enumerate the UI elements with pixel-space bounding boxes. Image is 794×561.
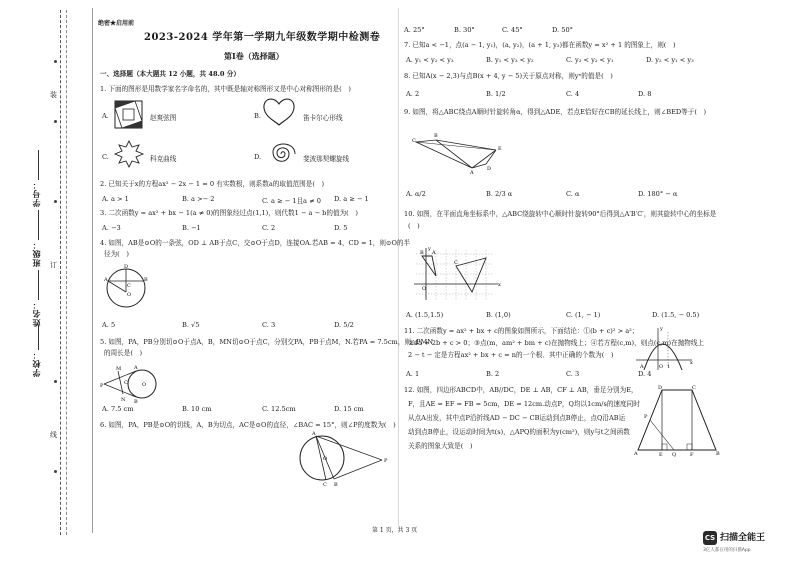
- q5-option-d[interactable]: D. 15 cm: [334, 405, 364, 413]
- binding-mark-3: 线: [50, 431, 57, 439]
- q12-label-a: A: [634, 451, 638, 457]
- binding-dot: [54, 60, 57, 63]
- q11-label-y: y: [660, 326, 663, 332]
- q5-label-c: C: [124, 380, 128, 386]
- q2-option-d[interactable]: D. a ≥ − 1: [334, 195, 369, 203]
- page-edge: [92, 8, 93, 533]
- q12-stem-3: 从点A出发，其中点P沿折线AD − DC − CB运动到点B停止，点Q沿AB运: [408, 414, 626, 422]
- field-name-label: 姓名：: [31, 300, 41, 327]
- q11-label-x: x: [690, 360, 693, 366]
- q1-b-label: 笛卡尔心形线: [303, 114, 343, 122]
- q12-label-c: C: [692, 385, 696, 391]
- q10-label-y: y: [428, 246, 431, 252]
- part-title: 第Ⅰ卷（选择题）: [224, 51, 284, 61]
- q4-option-d[interactable]: D. 5/2: [334, 321, 354, 329]
- q1-a-label: 赵爽弦图: [150, 114, 177, 122]
- q5-tangent-figure: [100, 360, 162, 404]
- q5-stem-cont: 的周长是( ): [104, 349, 143, 357]
- q1-c-label: 科克曲线: [150, 155, 177, 163]
- q1-option-d[interactable]: D.: [254, 153, 262, 161]
- q4-stem: 4. 如图，AB是⊙O的一条弦，OD ⊥ AB于点C，交⊙O于点D，连接OA.若AB = 4，CD = 1，则⊙O的半: [100, 239, 411, 247]
- q4-stem-cont: 径为( ): [104, 250, 129, 258]
- q12-label-b: B: [716, 451, 720, 457]
- q11-parabola-figure: [634, 326, 694, 372]
- q1-koch-curve-figure: [114, 140, 144, 168]
- q6-stem: 6. 如图，PA，PB是⊙O的切线，A，B为切点，AC是⊙O的直径，∠BAC = 15°，则∠P的度数为( ): [100, 421, 396, 429]
- secret-mark: 绝密★启用前: [98, 20, 135, 27]
- q5-label-m: M: [116, 366, 122, 372]
- q11-option-c[interactable]: C. 3: [566, 370, 580, 378]
- q3-option-d[interactable]: D. 5: [334, 224, 348, 232]
- q10-option-b[interactable]: B. (1,0): [486, 311, 511, 319]
- q12-trapezoid-figure: [634, 384, 726, 456]
- page-footer: 第 1 页，共 3 页: [372, 527, 418, 534]
- q4-label-a: A: [104, 277, 108, 283]
- q12-label-f: F: [690, 452, 694, 458]
- q11-label-a: A: [640, 364, 644, 370]
- q6-label-b: B: [334, 482, 338, 488]
- q12-label-d: D: [658, 385, 663, 391]
- q5-label-p: P: [100, 383, 104, 389]
- binding-dot: [54, 380, 57, 383]
- q10-label-c: C: [454, 260, 458, 266]
- scanner-watermark: [703, 528, 791, 556]
- q4-option-c[interactable]: C. 3: [262, 321, 276, 329]
- q11-stem-2: ②4a + 2b + c > 0；③点(m，am² + bm + c)在抛物线上；④若方程(c,m)，则点(c,m)在抛物线上: [408, 339, 705, 347]
- q11-stem: 11. 二次函数y = ax² + bx + c的图象如图所示，下面结论：①(b + c)² > a²；: [404, 327, 639, 335]
- q12-stem-5: 关系的图象大致是( ): [408, 442, 473, 450]
- q6-option-a[interactable]: A. 25°: [404, 26, 425, 34]
- q5-label-o: O: [142, 382, 147, 388]
- q11-option-b[interactable]: B. 2: [486, 370, 500, 378]
- section-heading: 一、选择题（本大题共 12 小题，共 48.0 分）: [100, 70, 240, 78]
- cut-line-inner: [66, 10, 67, 535]
- q4-label-b: B: [144, 277, 148, 283]
- q11-option-a[interactable]: A. 1: [406, 370, 420, 378]
- q5-label-a: A: [134, 365, 138, 371]
- scanner-name: 扫描全能王: [720, 533, 766, 543]
- q4-label-c: C: [127, 283, 131, 289]
- q5-stem: 5. 如图，PA，PB分别切⊙O于点A，B，MN切⊙O于点C，分别交PA，PB于点M，N.若PA = 7.5cm，则△PMN: [100, 338, 433, 346]
- q7-stem: 7. 已知a < −1，点(a − 1, y₁)，(a, y₂)，(a + 1, y₃)都在函数y = x² + 1 的图象上，则( ): [404, 41, 676, 49]
- q4-label-d: D: [124, 264, 129, 270]
- q2-option-b[interactable]: B. a >− 2: [182, 195, 215, 203]
- binding-mark-1: 装: [50, 91, 57, 99]
- q7-option-c[interactable]: C. y₃ < y₂ < y₁: [566, 56, 614, 64]
- column-divider: [398, 8, 399, 528]
- q6-option-d[interactable]: D. 50°: [552, 26, 573, 34]
- q6-label-c: C: [323, 482, 327, 488]
- q9-label-a: A: [470, 170, 474, 176]
- q10-stem-cont: ( ): [408, 222, 420, 230]
- binding-dot: [54, 470, 57, 473]
- q4-option-a[interactable]: A. 5: [102, 321, 116, 329]
- q12-label-q: Q: [672, 452, 677, 458]
- q9-option-a[interactable]: A. α/2: [406, 190, 426, 198]
- q12-stem-1: 12. 如图，四边形ABCD中，AB//DC，DE ⊥ AB，CF ⊥ AB，垂足分别为E，: [404, 386, 638, 394]
- cut-line: [60, 10, 61, 535]
- q10-option-c[interactable]: C. (1, − 1): [566, 311, 601, 319]
- q3-stem: 3. 二次函数y = ax² + bx − 1(a ≠ 0)的图象经过点(1,1)，则代数1 − a − b的值为( ): [100, 209, 358, 217]
- q5-label-n: N: [121, 397, 126, 403]
- q1-zhaoshuang-figure: [114, 100, 144, 130]
- q1-option-a[interactable]: A.: [102, 112, 109, 120]
- q6-label-a: A: [312, 431, 316, 437]
- q3-option-b[interactable]: B. −1: [182, 224, 201, 232]
- q9-option-b[interactable]: B. 2/3 α: [486, 190, 513, 198]
- q5-option-a[interactable]: A. 7.5 cm: [102, 405, 134, 413]
- q12-label-p: P: [644, 414, 648, 420]
- q10-option-d[interactable]: D. (1.5, − 0.5): [652, 311, 700, 319]
- binding-dot: [54, 200, 57, 203]
- q3-option-c[interactable]: C. 2: [262, 224, 276, 232]
- q8-option-c[interactable]: C. 4: [566, 90, 580, 98]
- exam-title: 2023-2024 学年第一学期九年级数学期中检测卷: [144, 32, 381, 43]
- q5-label-b: B: [134, 399, 138, 405]
- q12-stem-2: F，且AE = EF = FB = 5cm，DE = 12cm.动点P，Q均以1cm/s的速度同时: [408, 400, 640, 408]
- field-school-label: 学校：: [31, 350, 41, 377]
- field-school-line: [38, 325, 39, 350]
- q6-label-p: P: [384, 458, 388, 464]
- q10-grid-figure: [412, 248, 504, 306]
- q2-option-c[interactable]: C. a ≥ − 1且a ≠ 0: [262, 197, 321, 205]
- q3-option-a[interactable]: A. −3: [102, 224, 121, 232]
- scanner-logo-icon: CS: [703, 531, 717, 545]
- q6-option-c[interactable]: C. 45°: [502, 26, 523, 34]
- q8-option-b[interactable]: B. 1/2: [486, 90, 506, 98]
- field-student-id-label: 学号：: [31, 180, 41, 207]
- q9-option-d[interactable]: D. 180° − α: [638, 190, 678, 198]
- q9-option-c[interactable]: C. α: [566, 190, 580, 198]
- q12-stem-4: 动到点B停止，设运动时间为t(s)，△APQ的面积为y(cm²)，则y与t之间函数: [408, 428, 630, 436]
- field-student-id-line: [38, 150, 39, 180]
- q12-label-e: E: [659, 452, 663, 458]
- q8-option-d[interactable]: D. 8: [638, 90, 652, 98]
- q5-option-c[interactable]: C. 12.5cm: [262, 405, 296, 413]
- q11-option-d[interactable]: D. 4: [638, 370, 652, 378]
- q11-label-o: O: [659, 364, 664, 370]
- q1-d-label: 斐波那契螺旋线: [303, 155, 350, 163]
- q6-option-b[interactable]: B. 30°: [454, 26, 475, 34]
- q10-label-a: A: [432, 250, 436, 256]
- q11-label-one: 1: [667, 364, 671, 370]
- q1-stem: 1. 下面的图形是用数学家名字命名的，其中既是轴对称图形又是中心对称图形的是( ): [100, 85, 351, 93]
- q7-option-d[interactable]: D. y₂ < y₁ < y₃: [646, 56, 694, 64]
- q10-label-o: O: [422, 286, 427, 292]
- binding-dot: [54, 120, 57, 123]
- q5-option-b[interactable]: B. 10 cm: [182, 405, 212, 413]
- field-name-line: [38, 270, 39, 300]
- q10-label-b: B: [420, 250, 424, 256]
- q9-label-d: D: [487, 166, 492, 172]
- q1-option-c[interactable]: C.: [102, 153, 109, 161]
- q4-option-b[interactable]: B. √5: [182, 321, 200, 329]
- q9-label-c: C: [412, 138, 416, 144]
- q7-option-b[interactable]: B. y₁ < y₃ < y₂: [486, 56, 534, 64]
- q8-option-a[interactable]: A. 2: [406, 90, 420, 98]
- binding-strip: [0, 0, 92, 561]
- q1-fibonacci-spiral-figure: [264, 138, 298, 170]
- q2-stem: 2. 已知关于x的方程ax² − 2x − 1 = 0 有实数根，则系数a的取值范围是( ): [100, 180, 325, 188]
- field-class-label: 班级：: [31, 240, 41, 267]
- q6-tangent-figure: [298, 430, 390, 486]
- q2-option-a[interactable]: A. a > 1: [102, 195, 129, 203]
- q9-label-e: E: [498, 146, 502, 152]
- binding-mark-2: 订: [50, 261, 57, 269]
- q10-option-a[interactable]: A. (1.5,1.5): [406, 311, 444, 319]
- scanner-tagline: 3亿人都在用的扫描App: [703, 548, 751, 553]
- q7-option-a[interactable]: A. y₁ < y₂ < y₃: [406, 56, 454, 64]
- q9-rotation-figure: [412, 120, 512, 174]
- q4-circle-figure: [104, 262, 148, 310]
- q1-option-b[interactable]: B.: [254, 112, 261, 120]
- q1-cardioid-figure: [262, 96, 296, 126]
- q9-stem: 9. 如图，将△ABC绕点A顺时针旋转角α，得到△ADE，若点E恰好在CB的延长线上，则∠BED等于( ): [404, 108, 707, 116]
- q9-label-b: B: [434, 133, 438, 139]
- field-class-line: [38, 210, 39, 240]
- q10-stem: 10. 如图，在平面直角坐标系中，△ABC绕旋转中心顺时针旋转90°后得到△A′B′C′，则其旋转中心的坐标是: [404, 210, 717, 218]
- q10-label-x: x: [498, 282, 501, 288]
- q8-stem: 8. 已知A(x − 2,3)与点B(x + 4, y − 5)关于原点对称，则yˣ的值是( ): [404, 72, 613, 80]
- q11-stem-3: 2 − t − 定是方程ax² + bx + c = n的一个根．其中正确的个数为( ): [408, 351, 614, 359]
- q6-label-o: O: [323, 456, 328, 462]
- q4-label-o: O: [127, 292, 132, 298]
